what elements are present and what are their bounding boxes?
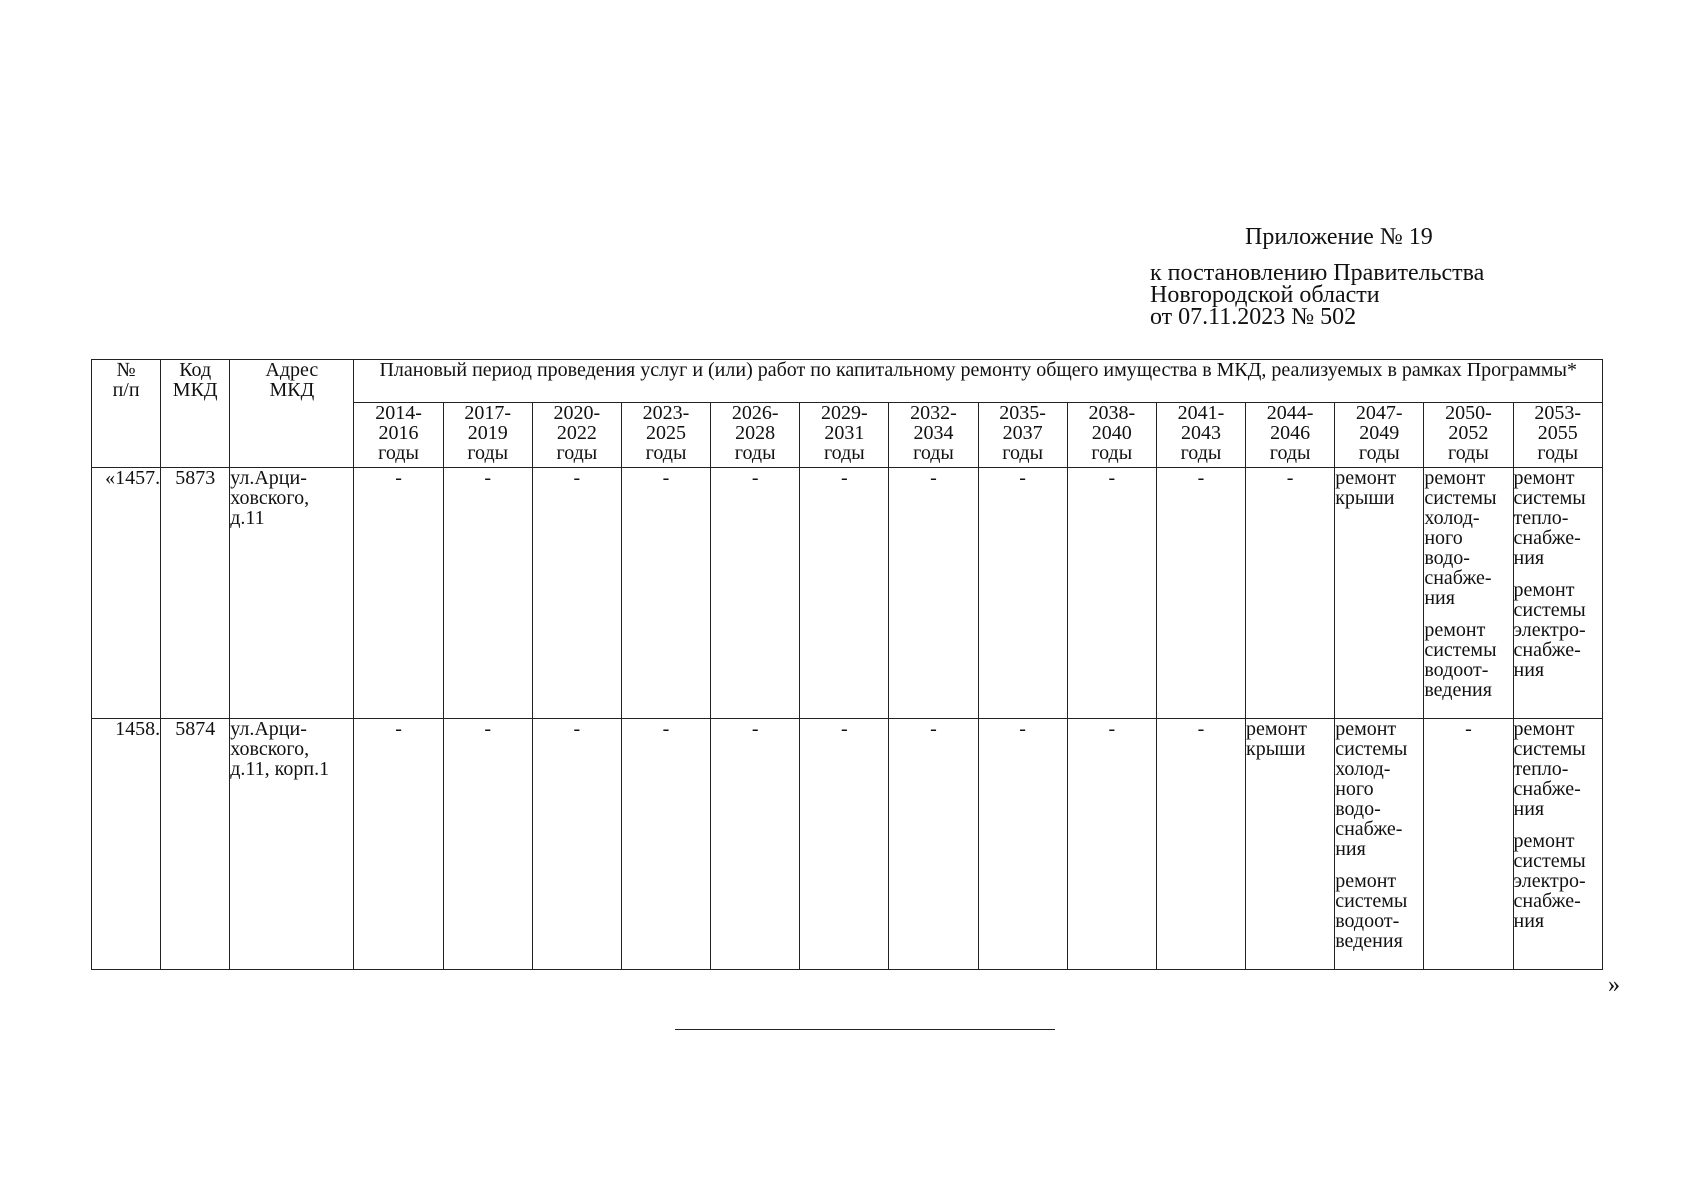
header-period: 2029- 2031 годы (800, 403, 889, 468)
period-cell-works (1246, 719, 1335, 970)
dash-mark: - (484, 467, 492, 489)
period-cell-empty (621, 719, 710, 970)
table-row (92, 719, 1603, 970)
header-period: 2026- 2028 годы (711, 403, 800, 468)
dash-mark: - (395, 718, 402, 740)
dash-mark: - (573, 467, 581, 489)
dash-mark: - (930, 718, 937, 740)
header-address: Адрес МКД (230, 360, 354, 468)
period-cell-empty (889, 468, 978, 719)
header-line-2: Новгородской области (1150, 282, 1380, 308)
dash-mark: - (484, 718, 492, 740)
closing-quote: » (1608, 972, 1620, 998)
dash-mark: - (1465, 718, 1472, 740)
header-period: 2044- 2046 годы (1246, 403, 1335, 468)
period-cell-empty (621, 468, 710, 719)
work-item: ремонт системы холод- ного водо- снабже- ния (1335, 718, 1408, 860)
period-cell-empty (532, 719, 621, 970)
period-cell-empty (711, 468, 800, 719)
work-item: ремонт системы электро- снабже- ния (1513, 579, 1586, 681)
header-period: 2032- 2034 годы (889, 403, 978, 468)
header-period: 2053- 2055 годы (1513, 403, 1603, 468)
dash-mark: - (751, 718, 759, 740)
header-line-3: от 07.11.2023 № 502 (1150, 304, 1357, 330)
work-item: ремонт системы тепло- снабже- ния (1513, 718, 1586, 820)
dash-mark: - (840, 467, 848, 489)
work-item: ремонт системы тепло- снабже- ния (1513, 467, 1586, 569)
header-line-1: к постановлению Правительства (1150, 260, 1485, 286)
work-item: ремонт системы холод- ного водо- снабже- ния (1424, 467, 1497, 609)
dash-mark: - (1019, 718, 1026, 740)
dash-mark: - (1197, 467, 1205, 489)
period-cell-empty (978, 468, 1067, 719)
dash-mark: - (1108, 718, 1116, 740)
dash-mark: - (1197, 718, 1205, 740)
row-code: 5873 (161, 468, 230, 719)
period-cell-works (1424, 468, 1513, 719)
period-cell-works (1513, 468, 1603, 719)
header-period: 2023- 2025 годы (621, 403, 710, 468)
repair-schedule-table (91, 359, 1603, 970)
period-cell-empty (978, 719, 1067, 970)
dash-mark: - (751, 467, 759, 489)
period-cell-works (1335, 719, 1424, 970)
work-item: ремонт системы водоот- ведения (1335, 870, 1408, 952)
dash-mark: - (930, 467, 937, 489)
work-item: ремонт крыши (1335, 467, 1397, 509)
dash-mark: - (395, 467, 402, 489)
period-cell-empty (1067, 468, 1156, 719)
period-cell-empty (443, 468, 532, 719)
period-cell-empty (354, 719, 443, 970)
dash-mark: - (840, 718, 848, 740)
period-cell-empty (1156, 468, 1245, 719)
period-cell-empty (354, 468, 443, 719)
work-item: ремонт системы водоот- ведения (1424, 619, 1497, 701)
table-row (92, 468, 1603, 719)
period-cell-empty (532, 468, 621, 719)
header-period: 2038- 2040 годы (1067, 403, 1156, 468)
dash-mark: - (662, 467, 670, 489)
separator-line (675, 1029, 1055, 1030)
header-period: 2035- 2037 годы (978, 403, 1067, 468)
period-cell-empty (1156, 719, 1245, 970)
dash-mark: - (662, 718, 670, 740)
header-code: Код МКД (161, 360, 230, 468)
work-item: ремонт системы электро- снабже- ния (1513, 830, 1586, 932)
header-planned-period: Плановый период проведения услуг и (или) работ по капитальному ремонту общего имущества в МКД, реализуемых в рамках Программы* (354, 360, 1603, 403)
header-period: 2047- 2049 годы (1335, 403, 1424, 468)
dash-mark: - (1019, 467, 1026, 489)
header-period: 2020- 2022 годы (532, 403, 621, 468)
dash-mark: - (1286, 467, 1294, 489)
period-cell-works (1513, 719, 1603, 970)
period-cell-empty (1246, 468, 1335, 719)
period-cell-empty (800, 719, 889, 970)
row-number: «1457. (92, 468, 161, 719)
header-period: 2014- 2016 годы (354, 403, 443, 468)
header-period: 2050- 2052 годы (1424, 403, 1513, 468)
row-address: ул.Арци- ховского, д.11, корп.1 (230, 719, 354, 970)
appendix-title: Приложение № 19 (1245, 224, 1433, 250)
period-cell-empty (1067, 719, 1156, 970)
period-cell-empty (1424, 719, 1513, 970)
header-num: № п/п (92, 360, 161, 468)
period-cell-empty (711, 719, 800, 970)
work-item: ремонт крыши (1246, 718, 1308, 760)
row-address: ул.Арци- ховского, д.11 (230, 468, 354, 719)
row-number: 1458. (92, 719, 161, 970)
header-period: 2041- 2043 годы (1156, 403, 1245, 468)
period-cell-empty (800, 468, 889, 719)
period-cell-empty (889, 719, 978, 970)
header-period: 2017- 2019 годы (443, 403, 532, 468)
period-cell-empty (443, 719, 532, 970)
document-header (1150, 226, 1670, 328)
dash-mark: - (573, 718, 581, 740)
row-code: 5874 (161, 719, 230, 970)
period-cell-works (1335, 468, 1424, 719)
dash-mark: - (1108, 467, 1116, 489)
